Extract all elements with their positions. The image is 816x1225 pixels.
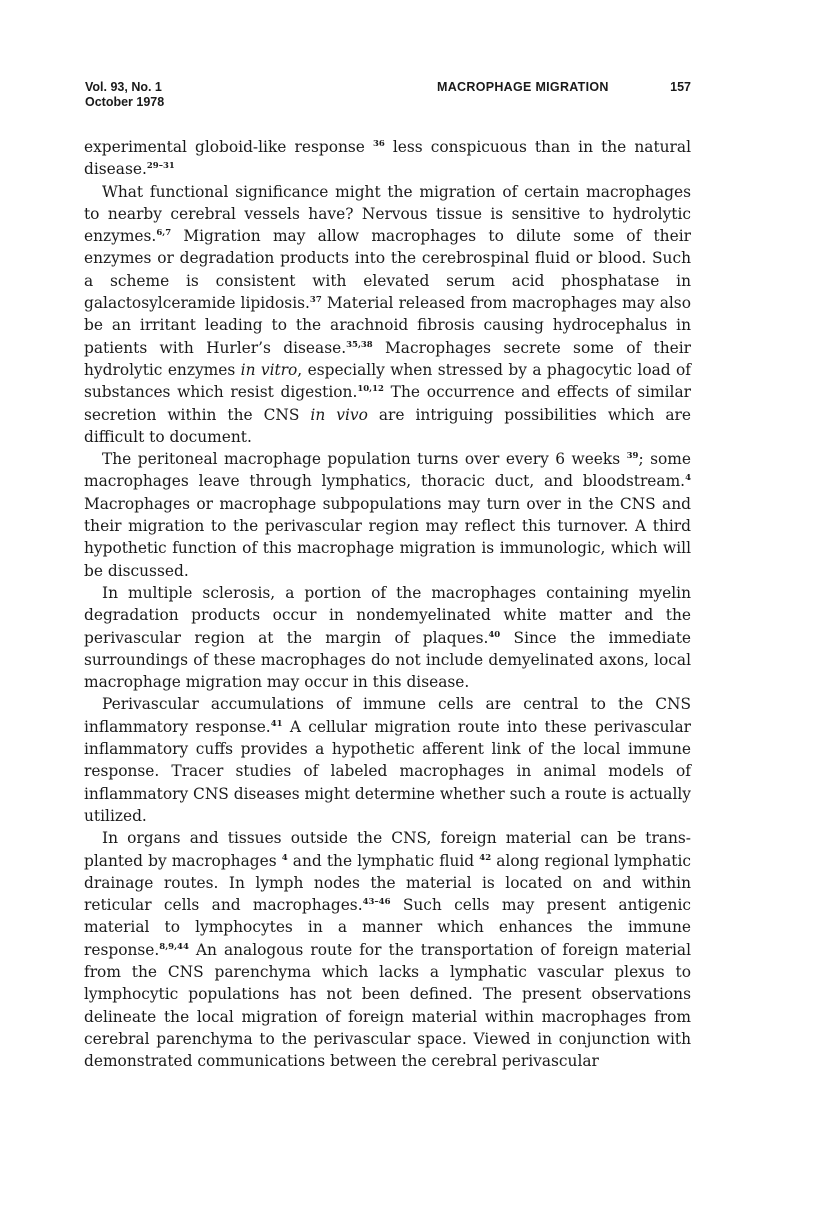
text-run: An analogous route for the transportation of foreign material from the CNS parenchyma which lacks a lymphatic vascular plexus to lymphocytic populations has not been defined. The present observations delineate the local migration of foreign material within macrophages from cerebral parenchyma to the perivascular space. Viewed in conjunction with demonstrated communications between the cerebral perivascular [84, 940, 691, 1071]
issue-date: October 1978 [85, 95, 165, 109]
text-run: , especially when stressed by a phagocytic load of substances which resist digestion. [84, 360, 691, 402]
citation-superscript: 36 [372, 139, 385, 149]
citation-superscript: 41 [270, 718, 283, 729]
running-header [85, 80, 691, 114]
text-run: Macrophages or macrophage subpopulations may turn over in the CNS and their migration to the perivascular region may reflect this turnover. A third hypothetic function of this macrophage migration is immunologic, which will be discussed. [84, 494, 691, 580]
text-run: Macrophages secrete some of their hydrolytic enzymes [84, 338, 691, 379]
text-run: ; some macrophages leave through lymphatics, thoracic duct, and bloodstream. [84, 450, 691, 491]
citation-superscript: 37 [309, 295, 322, 306]
text-run: and the lymphatic fluid [287, 851, 480, 870]
text-run: Since the immediate surroundings of these macrophages do not include demyelinated axons, local macrophage migration may occur in this disease. [84, 628, 691, 692]
text-run: The peritoneal macrophage population turns over every 6 weeks [102, 450, 627, 469]
citation-superscript: 4 [685, 473, 691, 484]
paragraph [84, 582, 691, 693]
article-body [84, 136, 691, 1072]
citation-superscript: 6,7 [156, 228, 172, 239]
paragraph [84, 693, 691, 827]
text-run: less conspicuous than in the natural disease. [84, 138, 691, 179]
citation-superscript: 35,38 [346, 339, 373, 350]
page-number: 157 [670, 80, 691, 94]
citation-superscript: 43–46 [362, 897, 391, 908]
citation-superscript: 29–31 [146, 161, 175, 172]
citation-superscript: 40 [488, 629, 501, 640]
citation-superscript: 10,12 [357, 384, 384, 395]
citation-superscript: 42 [479, 852, 492, 863]
text-run: experimental globoid-like response [84, 138, 373, 156]
paragraph [84, 136, 691, 181]
text-run: Migration may allow macrophages to dilute some of their enzymes or degradation products into the cerebrospinal fluid or blood. Such a scheme is consistent with elevated serum acid phosphatase in galactosylceramide lipidosis. [84, 227, 691, 313]
citation-superscript: 4 [281, 852, 288, 863]
text-run: In multiple sclerosis, a portion of the macrophages containing myelin degradation products occur in nondemyelinated white matter and the perivascular region at the margin of plaques. [84, 583, 691, 647]
volume-number: Vol. 93, No. 1 [85, 80, 162, 94]
text-run: In organs and tissues outside the CNS, foreign material can be transplanted by macrophages [84, 829, 691, 870]
paragraph [84, 181, 691, 449]
text-run: Perivascular accumulations of immune cells are central to the CNS inflammatory response. [84, 695, 691, 736]
citation-superscript: 39 [626, 451, 639, 462]
paragraph [84, 448, 691, 582]
running-title: MACROPHAGE MIGRATION [437, 80, 609, 94]
text-run: Such cells may present antigenic material to lymphocytes in a manner which enhances the immune response. [84, 896, 691, 959]
text-run: The occurrence and effects of similar secretion within the CNS [84, 383, 691, 424]
journal-issue-info [85, 80, 164, 110]
text-run: along regional lymphatic drainage routes. In lymph nodes the material is located on and within reticular cells and macrophages. [84, 851, 692, 915]
citation-superscript: 8,9,44 [159, 941, 189, 952]
italic-term: in vitro [240, 360, 298, 379]
text-run: What functional significance might the migration of certain macrophages to nearby cerebral vessels have? Nervous tissue is sensitive to hydrolytic enzymes. [84, 182, 691, 246]
paragraph [84, 827, 691, 1072]
italic-term: in vivo [310, 405, 368, 424]
text-run: Material released from macrophages may also be an irritant leading to the arachnoid fibrosis causing hydrocephalus in patients with Hurler’s disease. [84, 294, 691, 357]
text-run: are intriguing possibilities which are difficult to document. [84, 405, 692, 446]
text-run: A cellular migration route into these perivascular inflammatory cuffs provides a hypothetic afferent link of the local immune response. Tracer studies of labeled macrophages in animal models of inflammatory CNS diseases might determine whether such a route is actually utilized. [84, 717, 692, 825]
